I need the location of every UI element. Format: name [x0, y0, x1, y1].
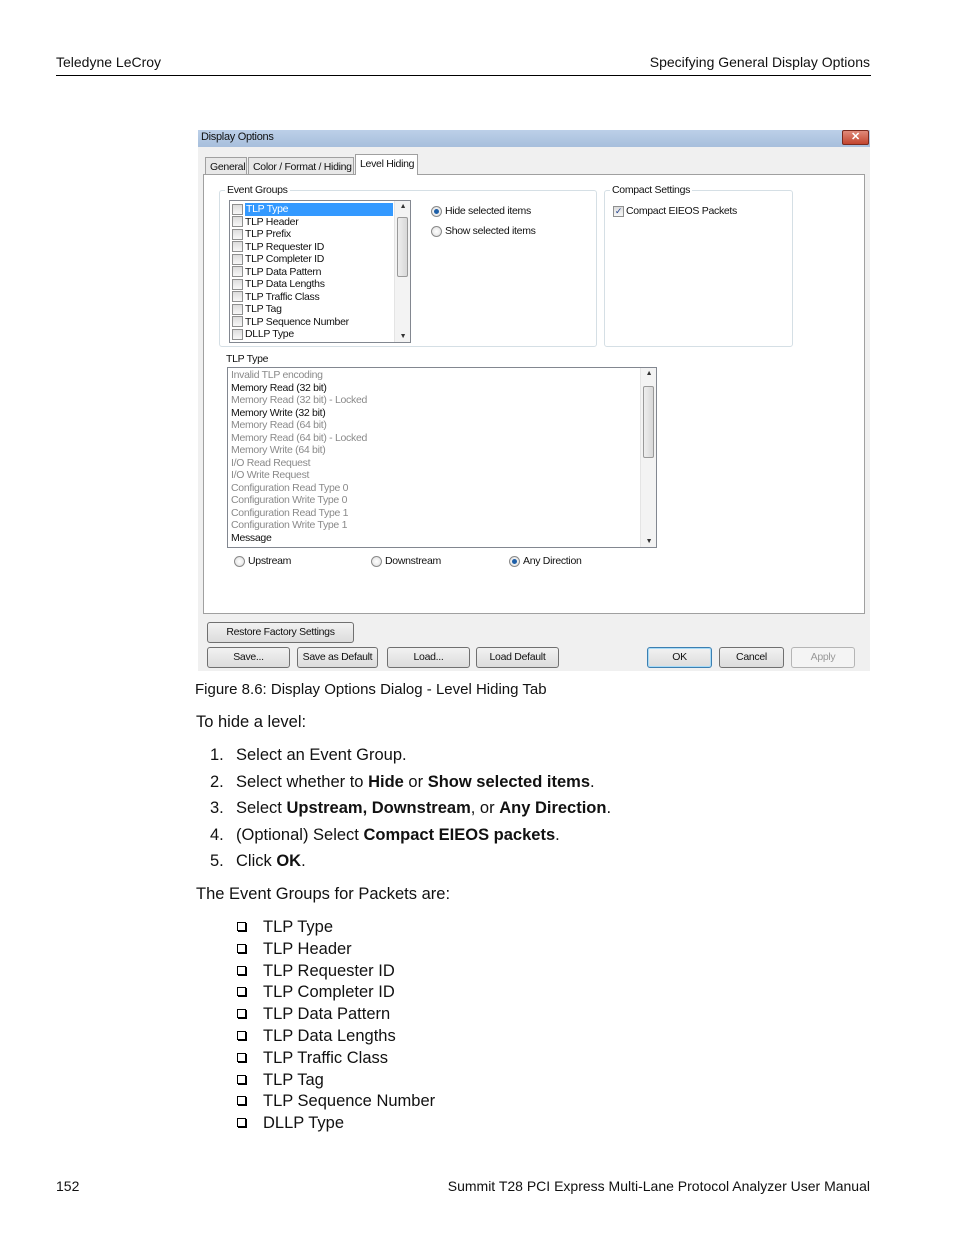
list-item-label: TLP Requester ID — [245, 240, 325, 253]
list-item[interactable] — [232, 266, 408, 279]
page-number: 152 — [56, 1178, 80, 1194]
step-text: (Optional) Select — [236, 825, 364, 844]
tlp-type-list[interactable] — [227, 367, 657, 548]
tab-general[interactable]: General — [205, 157, 247, 175]
step-text: , or — [470, 799, 500, 818]
list-item[interactable]: Configuration Read Type 0 — [231, 481, 349, 494]
downstream-label: Downstream — [385, 555, 441, 567]
step-number: 3. — [210, 799, 224, 818]
list-item[interactable]: Memory Read (64 bit) — [231, 419, 327, 431]
groups-intro: The Event Groups for Packets are: — [196, 885, 451, 903]
bullet-text: TLP Traffic Class — [263, 1048, 389, 1067]
compact-settings-label: Compact Settings — [612, 184, 691, 196]
list-item-label: TLP Completer ID — [245, 253, 325, 265]
bullet-item — [237, 983, 395, 1002]
checkbox-icon[interactable] — [232, 279, 243, 290]
step-text: Select — [236, 799, 287, 818]
checkmark-icon: ✓ — [614, 205, 623, 216]
list-item[interactable]: Configuration Write Type 1 — [231, 519, 348, 531]
dialog-title: Display Options — [198, 130, 870, 147]
bullet-item — [237, 962, 395, 981]
tlp-type-label: TLP Type — [226, 353, 269, 365]
step-text: Hide — [368, 772, 404, 791]
header-left: Teledyne LeCroy — [56, 54, 162, 70]
list-item[interactable]: Memory Read (32 bit) - Locked — [231, 394, 368, 406]
step-text: Select an Event Group. — [236, 746, 407, 764]
any-direction-radio[interactable] — [509, 555, 582, 567]
radio-icon — [431, 206, 442, 217]
bullet-item — [237, 1071, 324, 1090]
radio-icon — [371, 556, 382, 567]
step-number: 1. — [210, 746, 224, 764]
step-text: . — [555, 825, 560, 844]
scroll-down-icon[interactable]: ▼ — [399, 333, 407, 340]
list-item[interactable]: Message — [231, 531, 272, 544]
checkbox-bullet-icon — [237, 987, 246, 996]
hide-selected-radio[interactable] — [431, 205, 531, 217]
list-item-label: TLP Traffic Class — [245, 290, 320, 303]
list-item[interactable] — [232, 216, 408, 229]
list-item[interactable]: Memory Read (32 bit) — [231, 381, 327, 394]
step-item — [210, 746, 407, 765]
bullet-item — [237, 1027, 396, 1046]
compact-eieos-label: Compact EIEOS Packets — [626, 205, 737, 217]
checkbox-bullet-icon — [237, 1118, 246, 1127]
scroll-down-icon[interactable]: ▼ — [645, 538, 653, 545]
restore-factory-settings-button[interactable]: Restore Factory Settings — [207, 622, 354, 643]
save-as-default-button[interactable]: Save as Default — [297, 647, 378, 668]
bullet-item — [237, 1114, 344, 1133]
list-item[interactable] — [232, 241, 408, 254]
bullet-item — [237, 918, 333, 937]
checkbox-icon[interactable] — [232, 304, 243, 315]
upstream-label: Upstream — [248, 555, 292, 567]
event-groups-label: Event Groups — [227, 184, 288, 196]
list-item[interactable] — [232, 316, 408, 329]
close-button[interactable]: ✕ — [842, 130, 869, 145]
intro-text: To hide a level: — [196, 713, 307, 731]
scroll-up-icon[interactable]: ▲ — [399, 203, 407, 210]
list-item[interactable] — [232, 328, 408, 341]
step-text: or — [403, 772, 428, 791]
list-item[interactable]: Configuration Read Type 1 — [231, 506, 349, 519]
show-selected-radio[interactable] — [431, 225, 536, 237]
checkbox-bullet-icon — [237, 1096, 246, 1105]
bullet-text: TLP Data Lengths — [263, 1027, 396, 1045]
step-text: Select whether to — [236, 772, 369, 791]
bullet-text: TLP Header — [263, 939, 352, 958]
bullet-item — [237, 1092, 435, 1111]
step-number: 2. — [210, 772, 224, 791]
list-item-label: TLP Data Lengths — [245, 278, 325, 290]
radio-icon — [431, 226, 442, 237]
compact-settings-group — [604, 184, 793, 347]
list-item[interactable] — [232, 278, 408, 291]
checkbox-icon[interactable] — [232, 204, 243, 215]
downstream-radio[interactable] — [371, 555, 441, 567]
bullet-text: TLP Completer ID — [263, 983, 395, 1002]
list-item[interactable] — [232, 228, 408, 241]
bullet-text: TLP Requester ID — [263, 961, 395, 980]
bullet-item — [237, 1049, 388, 1068]
bullet-item — [237, 1005, 390, 1024]
step-text: . — [590, 772, 595, 791]
load-default-button[interactable]: Load Default — [476, 647, 559, 668]
list-item-label: TLP Sequence Number — [245, 315, 349, 328]
header-rule — [56, 75, 871, 76]
bullet-text: TLP Data Pattern — [263, 1005, 391, 1024]
step-text: Compact EIEOS packets — [363, 825, 556, 844]
bullet-text: TLP Type — [263, 918, 334, 936]
step-text: . — [606, 799, 612, 818]
checkbox-bullet-icon — [237, 1075, 246, 1084]
display-options-dialog — [198, 130, 870, 671]
any-direction-label: Any Direction — [523, 555, 582, 567]
scroll-up-icon[interactable]: ▲ — [645, 370, 653, 377]
list-item[interactable]: I/O Write Request — [231, 469, 310, 481]
checkbox-icon[interactable] — [232, 216, 243, 227]
checkbox-icon[interactable] — [232, 254, 243, 265]
step-text: . — [301, 852, 306, 871]
event-groups-bullets — [237, 918, 637, 1138]
list-item[interactable] — [232, 253, 408, 266]
step-number: 4. — [210, 825, 224, 844]
cancel-button[interactable]: Cancel — [719, 647, 784, 668]
step-text: Click — [236, 852, 277, 871]
checkbox-bullet-icon — [237, 922, 246, 931]
list-item-label: TLP Type — [245, 203, 393, 216]
list-item[interactable] — [232, 303, 408, 316]
apply-button[interactable]: Apply — [791, 647, 855, 668]
event-groups-group — [219, 184, 597, 347]
step-item — [210, 773, 595, 792]
checkbox-icon[interactable] — [232, 291, 243, 302]
steps-list — [210, 746, 810, 876]
bullet-text: TLP Sequence Number — [263, 1092, 436, 1111]
list-item[interactable]: Invalid TLP encoding — [231, 369, 323, 381]
footer-title: Summit T28 PCI Express Multi-Lane Protocol Analyzer User Manual — [447, 1178, 870, 1194]
list-item[interactable] — [232, 203, 408, 216]
level-hiding-panel — [203, 174, 865, 614]
checkbox-icon[interactable] — [232, 329, 243, 340]
list-item[interactable]: Memory Write (32 bit) — [231, 406, 326, 419]
step-item — [210, 799, 611, 818]
list-item[interactable]: I/O Read Request — [231, 456, 311, 469]
checkbox-bullet-icon — [237, 1009, 246, 1018]
list-item[interactable]: Memory Write (64 bit) — [231, 444, 326, 456]
list-item[interactable]: Memory Read (64 bit) - Locked — [231, 431, 368, 444]
bullet-text: DLLP Type — [263, 1114, 345, 1133]
checkbox-icon[interactable] — [232, 316, 243, 327]
list-item-label: TLP Data Pattern — [245, 265, 322, 278]
checkbox-bullet-icon — [237, 944, 246, 953]
step-item — [210, 826, 560, 845]
load-button[interactable]: Load... — [387, 647, 470, 668]
bullet-item — [237, 940, 352, 959]
bullet-text: TLP Tag — [263, 1070, 324, 1089]
compact-eieos-checkbox[interactable] — [613, 205, 737, 217]
header-right: Specifying General Display Options — [649, 54, 870, 70]
tab-color-format-hiding[interactable]: Color / Format / Hiding — [248, 157, 354, 175]
checkbox-bullet-icon — [237, 966, 246, 975]
list-item[interactable]: Configuration Write Type 0 — [231, 494, 348, 506]
save-button[interactable]: Save... — [207, 647, 290, 668]
radio-icon — [234, 556, 245, 567]
ok-button[interactable]: OK — [647, 647, 712, 668]
step-text: Show selected items — [427, 772, 590, 791]
checkbox-bullet-icon — [237, 1053, 246, 1062]
checkbox-icon[interactable] — [232, 266, 243, 277]
step-text: OK — [276, 852, 302, 871]
event-groups-list[interactable] — [229, 200, 411, 343]
show-label: Show selected items — [445, 225, 536, 237]
upstream-radio[interactable] — [234, 555, 291, 567]
checkbox-bullet-icon — [237, 1031, 246, 1040]
tab-level-hiding[interactable]: Level Hiding — [355, 154, 418, 175]
checkbox-icon[interactable] — [232, 241, 243, 252]
list-item[interactable] — [232, 291, 408, 304]
list-item-label: TLP Tag — [245, 303, 282, 315]
step-text: Any Direction — [499, 799, 607, 818]
list-item-label: TLP Prefix — [245, 228, 291, 240]
list-item-label: DLLP Type — [245, 328, 294, 340]
step-item — [210, 852, 306, 871]
radio-icon — [509, 556, 520, 567]
figure-caption: Figure 8.6: Display Options Dialog - Level Hiding Tab — [195, 681, 547, 698]
step-number: 5. — [210, 852, 224, 871]
hide-label: Hide selected items — [445, 205, 531, 217]
list-item-label: TLP Header — [245, 215, 299, 228]
step-text: Upstream, Downstream — [286, 799, 471, 818]
checkbox-icon[interactable] — [232, 229, 243, 240]
